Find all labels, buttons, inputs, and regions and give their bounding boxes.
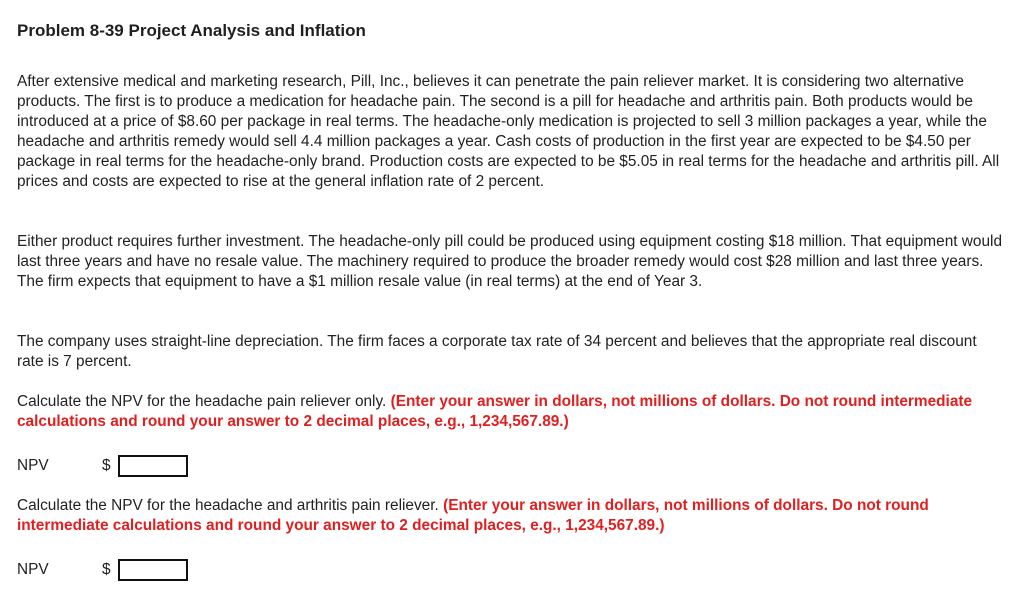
question-1 <box>17 392 1007 432</box>
depreciation-tax-paragraph: The company uses straight-line depreciation. The firm faces a corporate tax rate of 34 percent and believes that the appropriate real discount rate is 7 percent. <box>17 333 977 370</box>
question-2 <box>17 496 1007 536</box>
scenario-paragraph-1: After extensive medical and marketing research, Pill, Inc., believes it can penetrate the pain reliever market. It is considering two alternative products. The first is to produce a medication for headache pain. The second is a pill for headache and arthritis pain. Both products would be introduced at a price of $8.60 per package in real terms. The headache-only medication is projected to sell 3 million packages a year, while the headache and arthritis remedy would sell 4.4 million packages a year. Cash costs of production in the first year are expected to be $4.50 per package in real terms for the headache-only brand. Production costs are expected to be $5.05 in real terms for the headache and arthritis pill. All prices and costs are expected to rise at the general inflation rate of 2 percent. <box>17 73 1000 190</box>
npv-headache-only-input[interactable] <box>118 455 188 477</box>
question-1-prompt: Calculate the NPV for the headache pain reliever only. <box>17 393 387 410</box>
question-2-instruction: (Enter your answer in dollars, not millions of dollars. Do not round intermediate calculations and round your answer to 2 decimal places, e.g., 1,234,567.89.) <box>17 497 929 534</box>
answer-row-1 <box>17 454 188 478</box>
npv-label-2: NPV <box>17 561 49 578</box>
npv-label-1: NPV <box>17 457 49 474</box>
answer-row-2 <box>17 558 188 582</box>
question-2-prompt: Calculate the NPV for the headache and arthritis pain reliever. <box>17 497 439 514</box>
currency-symbol-1: $ <box>102 457 111 474</box>
question-1-instruction: (Enter your answer in dollars, not millions of dollars. Do not round intermediate calculations and round your answer to 2 decimal places, e.g., 1,234,567.89.) <box>17 393 973 430</box>
investment-paragraph: Either product requires further investment. The headache-only pill could be produced using equipment costing $18 million. That equipment would last three years and have no resale value. The machinery required to produce the broader remedy would cost $28 million and last three years. The firm expects that equipment to have a $1 million resale value (in real terms) at the end of Year 3. <box>17 233 1003 290</box>
npv-headache-arthritis-input[interactable] <box>118 559 188 581</box>
problem-title: Problem 8-39 Project Analysis and Inflation <box>17 21 366 40</box>
currency-symbol-2: $ <box>102 561 111 578</box>
